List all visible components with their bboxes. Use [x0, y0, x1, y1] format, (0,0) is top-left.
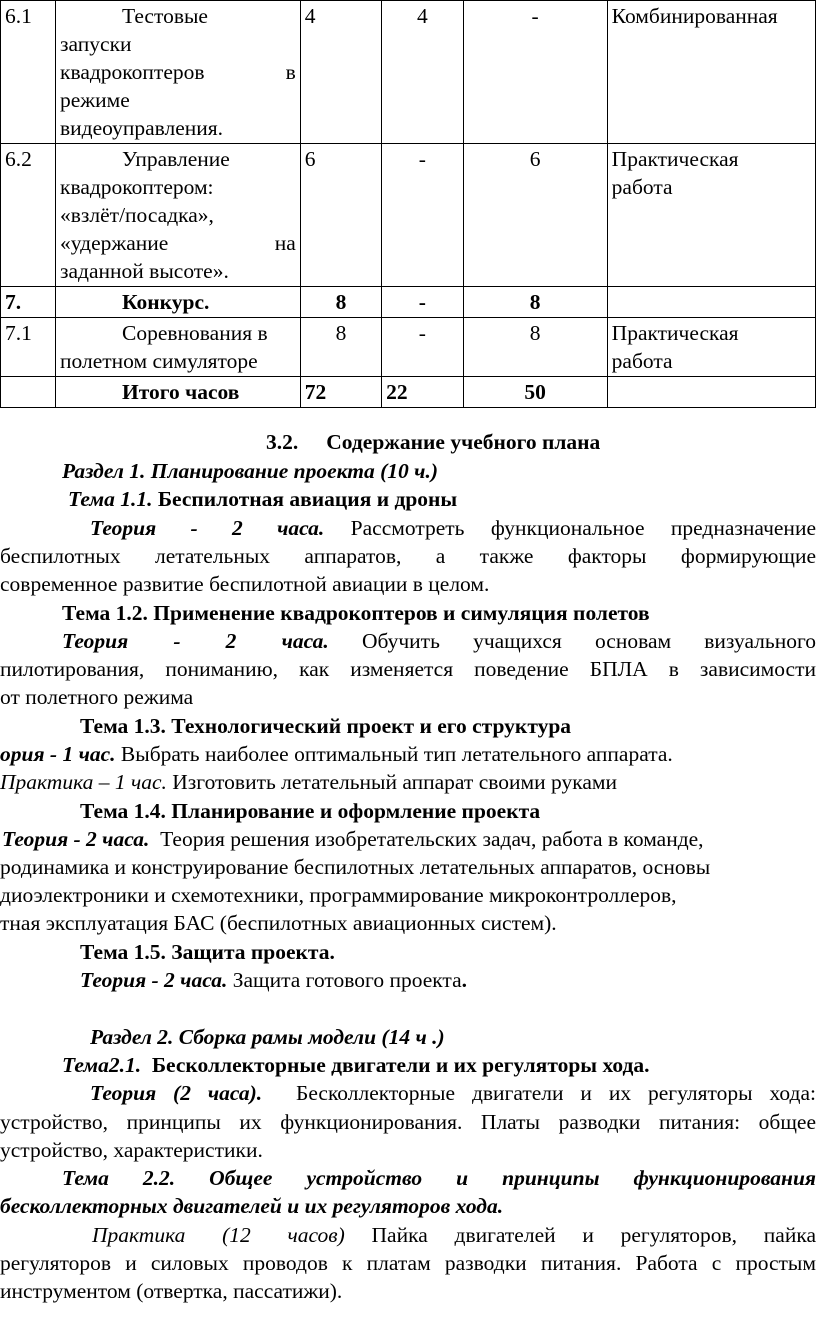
paragraph-text: . — [461, 968, 467, 992]
total-hours: 8 — [300, 287, 381, 318]
topic-1-3-title: Тема 1.3. Технологический проект и его структура — [80, 714, 572, 738]
topic-line: квадрокоптером: — [60, 175, 214, 199]
topic-1-5-title: Тема 1.5. Защита проекта. — [80, 940, 335, 964]
paragraph-text: Теория решения изобретательских задач, работа в команде, — [160, 827, 704, 851]
theory-hours: - — [382, 144, 463, 287]
practice-hours: 8 — [463, 287, 607, 318]
topic-1-5-line — [80, 966, 467, 994]
topic-line: полетном симуляторе — [60, 349, 258, 373]
topic-cell — [56, 144, 301, 287]
practice-hours: 50 — [463, 377, 607, 408]
paragraph-line: тная эксплуатация БАС (беспилотных авиационных систем). — [0, 911, 557, 935]
section-2-title: Раздел 2. Сборка рамы модели (14 ч .) — [90, 1025, 445, 1049]
row-number: 6.1 — [1, 1, 56, 144]
paragraph-text: Пайка двигателей и регуляторов, пайка — [371, 1223, 816, 1247]
theory-label: Теория - 2 часа. — [90, 516, 325, 540]
paragraph-text: Рассмотреть функциональное предназначение — [350, 516, 816, 540]
form-line: работа — [611, 175, 673, 199]
topic-line: видеоуправления. — [60, 116, 224, 140]
paragraph-line: устройство, характеристики. — [0, 1138, 263, 1162]
table-row — [1, 318, 816, 377]
total-hours: 4 — [300, 1, 381, 144]
row-number: 7.1 — [1, 318, 56, 377]
section-heading — [266, 428, 600, 456]
form-line: Комбинированная — [611, 4, 778, 28]
topic-1-1-title — [68, 485, 457, 513]
paragraph-text: Бесколлекторные двигатели и их регуляторы хода: — [295, 1081, 816, 1105]
topic-name: Бесколлекторные двигатели и их регуляторы хода. — [151, 1053, 650, 1077]
practice-hours: - — [463, 1, 607, 144]
theory-hours: 4 — [382, 1, 463, 144]
form-cell — [607, 144, 815, 287]
theory-label: Теория - 2 часа. — [62, 629, 329, 653]
topic-cell — [56, 287, 301, 318]
practice-hours: 8 — [463, 318, 607, 377]
topic-line: квадрокоптеров в — [60, 60, 296, 84]
topic-line: Управление — [122, 147, 230, 171]
row-number — [1, 377, 56, 408]
section-1-title: Раздел 1. Планирование проекта (10 ч.) — [62, 459, 438, 483]
practice-hours: 6 — [463, 144, 607, 287]
heading-title: Содержание учебного плана — [326, 430, 601, 454]
paragraph-line: беспилотных летательных аппаратов, а также факторы формирующие — [0, 544, 816, 568]
topic-line: Тестовые — [122, 4, 208, 28]
theory-label: Теория - 2 часа. — [2, 827, 150, 851]
topic-1-2-line — [62, 627, 816, 655]
practice-label: Практика – 1 час. — [0, 770, 167, 794]
table-row — [1, 144, 816, 287]
theory-hours: - — [382, 318, 463, 377]
topic-line: «удержание на — [60, 231, 296, 255]
paragraph-line: родинамика и конструирование беспилотных летательных аппаратов, основы — [0, 855, 711, 879]
paragraph-line: современное развитие беспилотной авиации в целом. — [0, 572, 490, 596]
topic-1-3-practice — [0, 768, 617, 796]
paragraph-text: Обучить учащихся основам визуального — [361, 629, 816, 653]
table-row — [1, 1, 816, 144]
form-cell — [607, 1, 815, 144]
paragraph-line: пилотирования, пониманию, как изменяется поведение БПЛА в зависимости — [0, 657, 816, 681]
theory-hours: 22 — [382, 377, 463, 408]
form-cell — [607, 287, 815, 318]
table-row — [1, 377, 816, 408]
topic-2-2-line — [92, 1221, 816, 1249]
paragraph-line: от полетного режима — [0, 685, 194, 709]
topic-line: Соревнования в — [122, 321, 268, 345]
topic-name: Беспилотная авиация и дроны — [157, 487, 458, 511]
topic-line: заданной высоте». — [60, 259, 229, 283]
topic-cell — [56, 1, 301, 144]
topic-line: режиме — [60, 88, 130, 112]
row-number: 7. — [1, 287, 56, 318]
topic-cell — [56, 318, 301, 377]
topic-line: Конкурс. — [122, 290, 210, 314]
paragraph-text: Защита готового проекта — [232, 968, 462, 992]
form-line: Практическая — [611, 147, 739, 171]
topic-1-4-line — [2, 825, 704, 853]
total-hours: 72 — [300, 377, 381, 408]
topic-1-2-title: Тема 1.2. Применение квадрокоптеров и симуляция полетов — [62, 601, 650, 625]
paragraph-line: диоэлектроники и схемотехники, программирование микроконтроллеров, — [0, 883, 677, 907]
row-number: 6.2 — [1, 144, 56, 287]
table-row — [1, 287, 816, 318]
topic-2-2-title: Тема 2.2. Общее устройство и принципы функционирования — [62, 1166, 816, 1190]
topic-cell — [56, 377, 301, 408]
heading-number: 3.2. — [266, 430, 299, 454]
curriculum-table — [0, 0, 816, 408]
total-hours: 6 — [300, 144, 381, 287]
form-cell — [607, 377, 815, 408]
total-hours: 8 — [300, 318, 381, 377]
paragraph-text: Выбрать наиболее оптимальный тип летательного аппарата. — [120, 742, 673, 766]
topic-1-1-line — [90, 514, 816, 542]
topic-label: Тема2.1. — [62, 1053, 142, 1077]
theory-label: Теория - 2 часа. — [80, 968, 228, 992]
topic-1-3-theory — [0, 740, 673, 768]
theory-label: ория - 1 час. — [0, 742, 116, 766]
topic-1-4-title: Тема 1.4. Планирование и оформление проекта — [80, 799, 541, 823]
topic-line: «взлёт/посадка», — [60, 203, 214, 227]
practice-label: Практика (12 часов) — [92, 1223, 345, 1247]
form-cell — [607, 318, 815, 377]
theory-label: Теория (2 часа). — [90, 1081, 263, 1105]
paragraph-line: устройство, принципы их функционирования. Платы разводки питания: общее — [0, 1110, 816, 1134]
form-line: Практическая — [611, 321, 739, 345]
paragraph-line: регуляторов и силовых проводов к платам разводки питания. Работа с простым — [0, 1251, 816, 1275]
form-line: работа — [611, 349, 673, 373]
paragraph-line: инструментом (отвертка, пассатижи). — [0, 1279, 343, 1303]
topic-label: Тема 1.1. — [68, 487, 153, 511]
theory-hours: - — [382, 287, 463, 318]
topic-2-1-line — [90, 1079, 816, 1107]
paragraph-text: Изготовить летательный аппарат своими руками — [172, 770, 617, 794]
topic-line: запуски — [60, 32, 132, 56]
topic-line: Итого часов — [122, 380, 240, 404]
topic-2-1-title — [62, 1051, 650, 1079]
topic-2-2-title-cont: бесколлекторных двигателей и их регуляторов хода. — [0, 1194, 504, 1218]
